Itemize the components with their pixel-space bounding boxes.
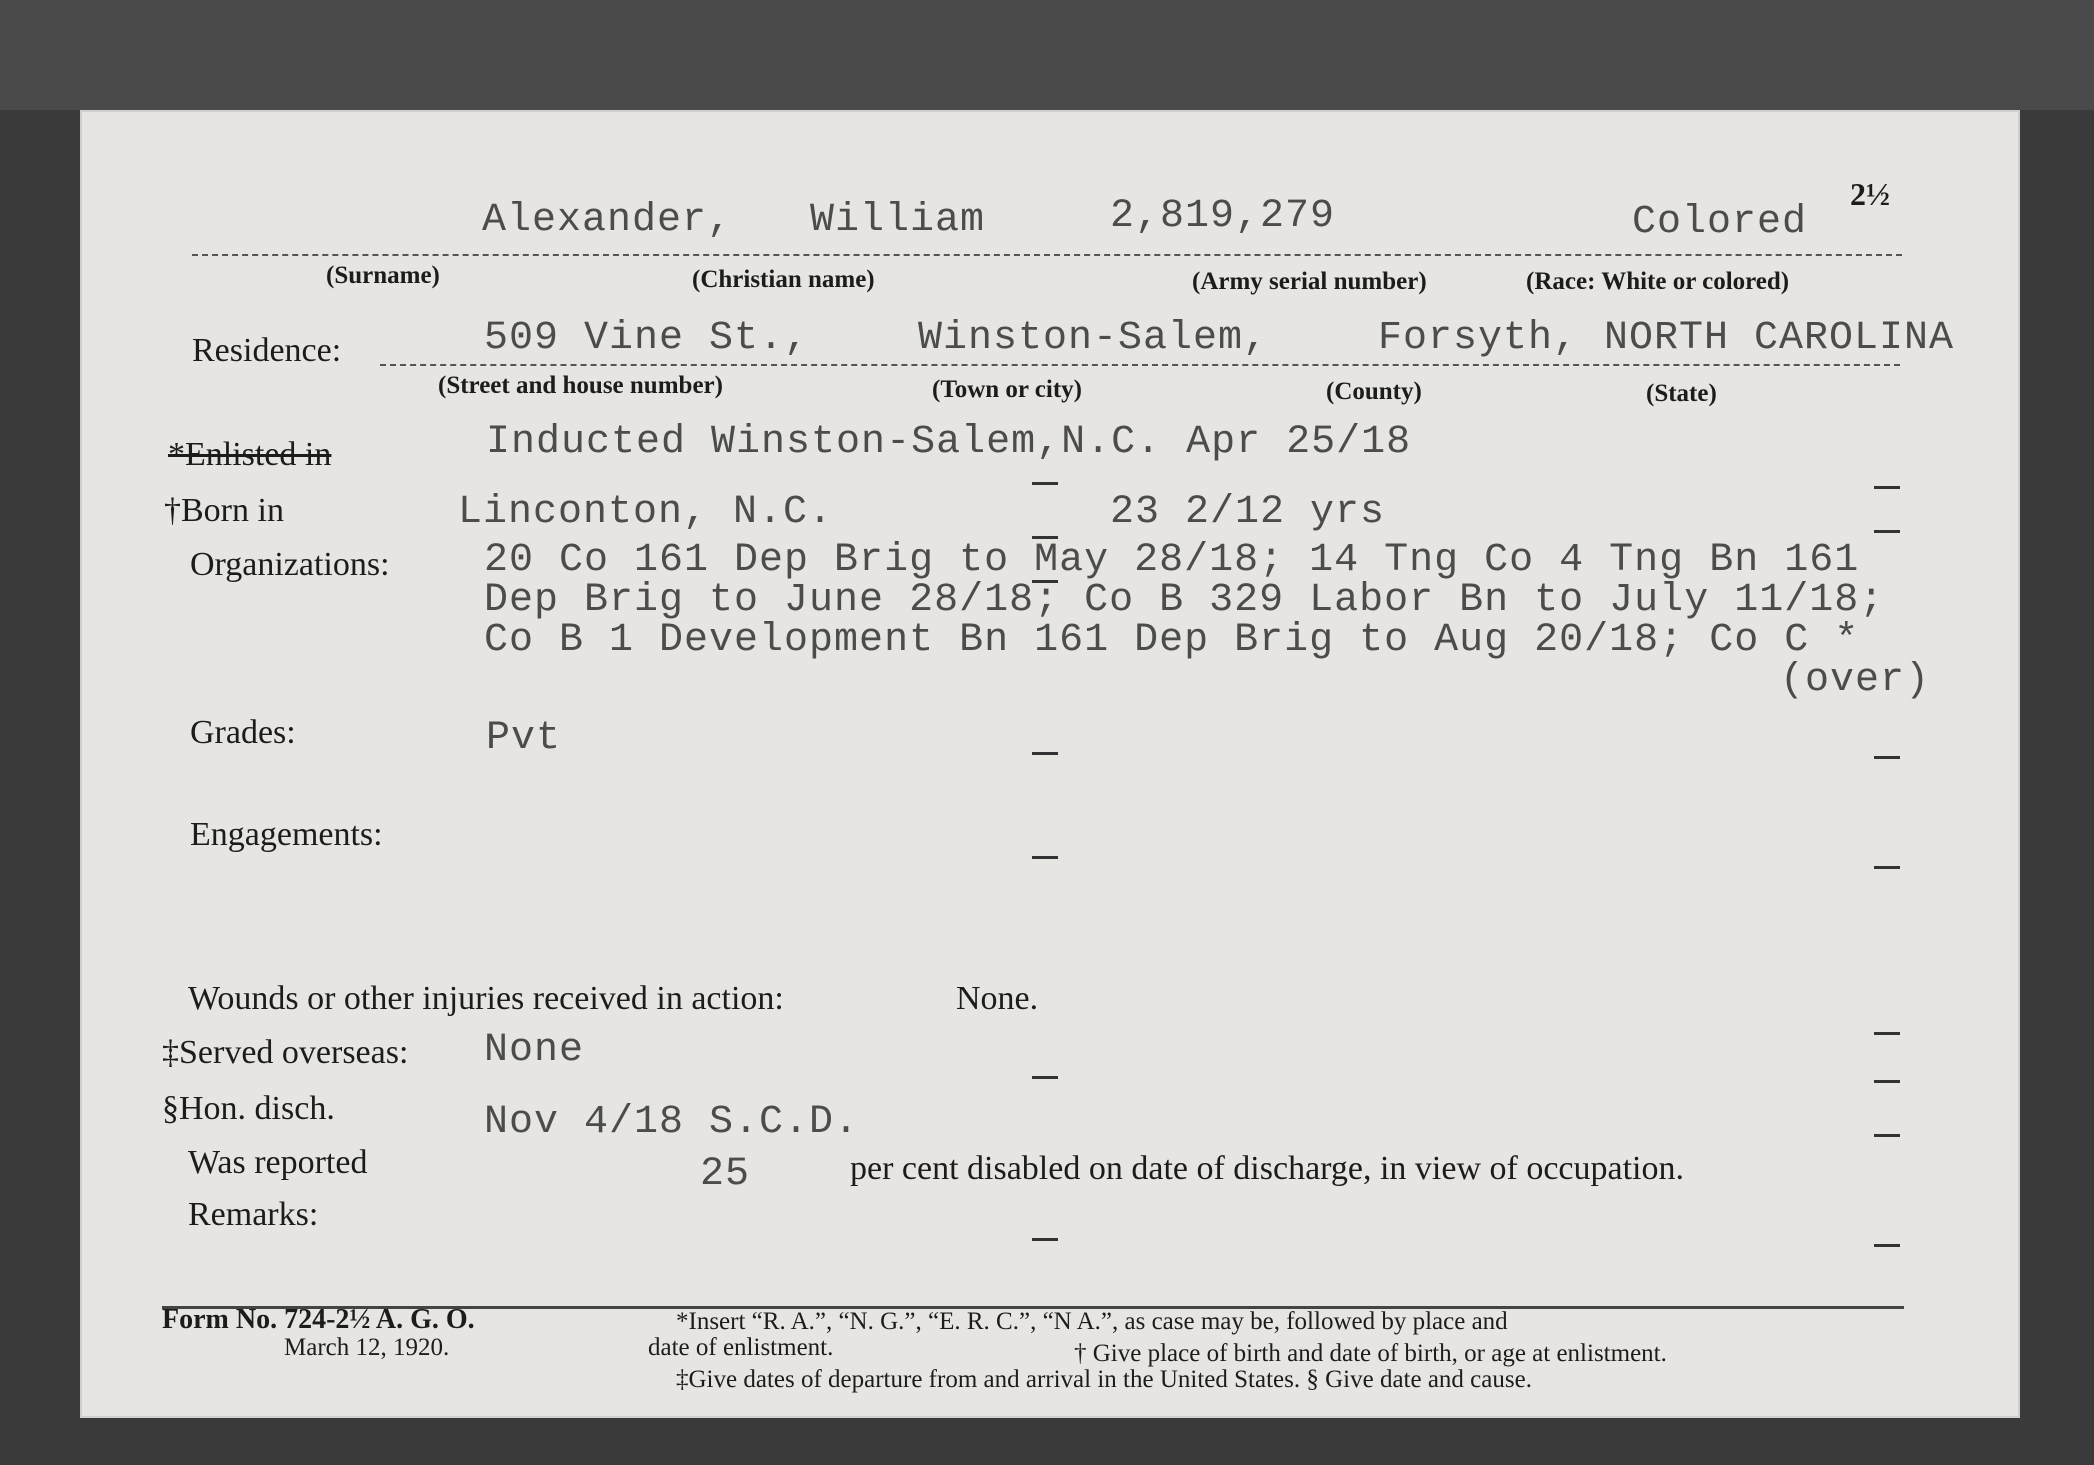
race-caption: (Race: White or colored) <box>1526 268 1790 295</box>
service-record-card <box>80 110 2020 1418</box>
christian-name-caption: (Christian name) <box>692 266 875 293</box>
overseas-dash-right <box>1874 1080 1900 1083</box>
residence-state: NORTH CAROLINA <box>1604 316 1955 361</box>
wounds-label: Wounds or other injuries received in action: <box>188 980 784 1017</box>
wounds-dash-right <box>1874 1032 1900 1035</box>
corner-mark: 2½ <box>1850 176 1890 212</box>
residence-line <box>380 364 1900 366</box>
remarks-label: Remarks: <box>188 1196 319 1233</box>
footer-note-enlistment: *Insert “R. A.”, “N. G.”, “E. R. C.”, “N A.”, as case may be, followed by place and <box>676 1308 1508 1335</box>
residence-label: Residence: <box>192 332 342 369</box>
reported-label: Was reported <box>188 1144 368 1181</box>
town-caption: (Town or city) <box>932 376 1082 403</box>
born-place: Linconton, N.C. <box>458 490 834 535</box>
organizations-line-2: Dep Brig to June 28/18; Co B 329 Labor Bn to July 11/18; <box>484 578 1885 623</box>
organizations-dash-mid <box>1032 580 1058 583</box>
form-number: Form No. 724-2½ A. G. O. <box>162 1304 475 1335</box>
surname-caption: (Surname) <box>326 262 440 289</box>
county-caption: (County) <box>1326 378 1422 405</box>
enlisted-dash-mid <box>1032 482 1058 485</box>
remarks-dash-mid <box>1032 1238 1058 1241</box>
race-value: Colored <box>1632 200 1808 245</box>
remarks-dash-right <box>1874 1244 1900 1247</box>
grades-label: Grades: <box>190 714 296 751</box>
serial-number-caption: (Army serial number) <box>1192 268 1427 295</box>
grades-dash-mid <box>1032 752 1058 755</box>
engagements-label: Engagements: <box>190 816 383 853</box>
born-dash-right <box>1874 530 1900 533</box>
residence-street: 509 Vine St., <box>484 316 810 361</box>
overseas-dash-mid <box>1032 1076 1058 1079</box>
overseas-label: ‡Served overseas: <box>162 1034 409 1071</box>
enlisted-value: Inducted Winston-Salem,N.C. Apr 25/18 <box>486 420 1412 465</box>
organizations-line-3: Co B 1 Development Bn 161 Dep Brig to Aug 20/18; Co C * <box>484 618 1860 663</box>
scanner-background <box>0 0 2094 110</box>
organizations-line-1: 20 Co 161 Dep Brig to May 28/18; 14 Tng Co 4 Tng Bn 161 <box>484 538 1860 583</box>
residence-town: Winston-Salem, <box>918 316 1269 361</box>
surname-value: Alexander, <box>482 198 733 243</box>
state-caption: (State) <box>1646 380 1717 407</box>
grades-dash-right <box>1874 756 1900 759</box>
residence-county: Forsyth, <box>1378 316 1579 361</box>
organizations-label: Organizations: <box>190 546 390 583</box>
header-line <box>192 254 1902 256</box>
footer-note-overseas: ‡Give dates of departure from and arrival in the United States. § Give date and cause. <box>676 1366 1532 1393</box>
born-age: 23 2/12 yrs <box>1110 490 1386 535</box>
street-caption: (Street and house number) <box>438 372 723 399</box>
footer-note-birth: † Give place of birth and date of birth, or age at enlistment. <box>1074 1340 1667 1367</box>
engagements-dash-mid <box>1032 856 1058 859</box>
organizations-over-note: (over) <box>1780 658 1931 703</box>
discharge-value: Nov 4/18 S.C.D. <box>484 1100 860 1145</box>
enlisted-label: *Enlisted in <box>168 436 332 473</box>
overseas-value: None <box>484 1028 585 1073</box>
discharge-dash-right <box>1874 1134 1900 1137</box>
christian-name-value: William <box>810 198 986 243</box>
discharge-label: §Hon. disch. <box>162 1090 335 1127</box>
reported-text: per cent disabled on date of discharge, in view of occupation. <box>850 1150 1684 1187</box>
wounds-value: None. <box>956 980 1039 1017</box>
grades-value: Pvt <box>486 716 562 761</box>
born-label: †Born in <box>164 492 284 529</box>
form-date: March 12, 1920. <box>284 1334 450 1361</box>
footer-note-enlistment-cont: date of enlistment. <box>648 1334 834 1361</box>
reported-percent: 25 <box>700 1152 751 1197</box>
engagements-dash-right <box>1874 866 1900 869</box>
serial-number-value: 2,819,279 <box>1110 194 1336 239</box>
enlisted-dash-right <box>1874 486 1900 489</box>
